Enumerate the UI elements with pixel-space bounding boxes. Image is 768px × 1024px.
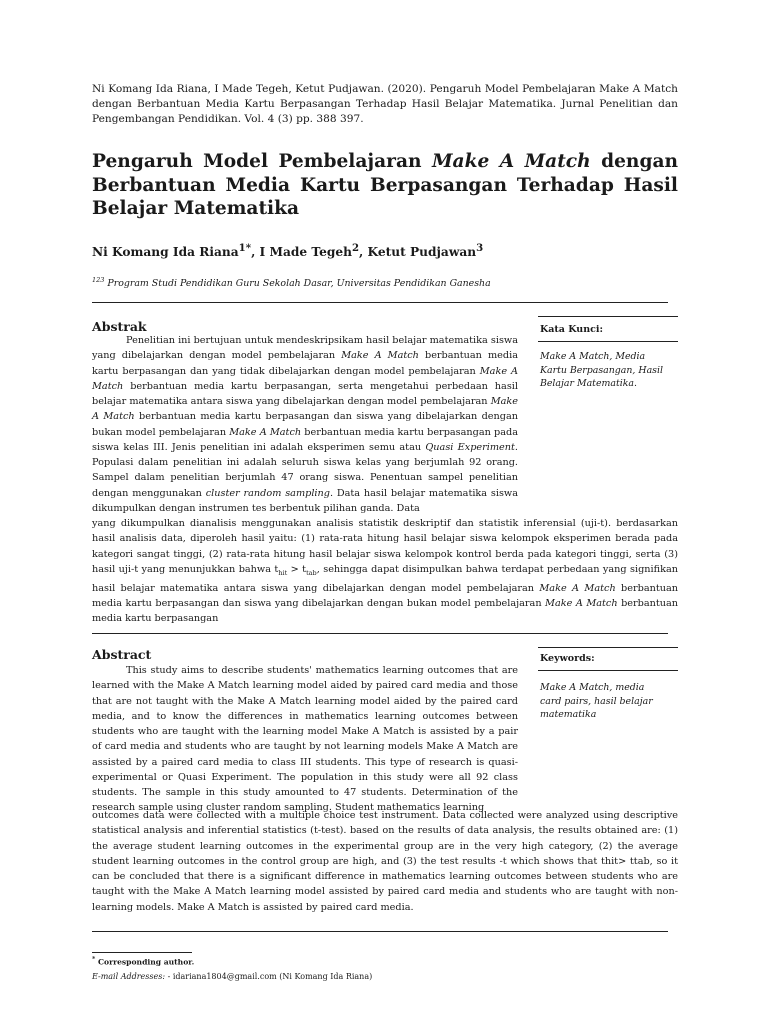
divider-bottom — [92, 931, 668, 932]
abstrak-italic: Make A Match — [229, 426, 302, 438]
author-2: , I Made Tegeh — [251, 245, 352, 260]
email-label: E-mail Addresses: — [92, 972, 166, 981]
author-2-sup: 2 — [351, 242, 360, 254]
abstract-body-narrow — [92, 663, 518, 816]
article-title — [92, 150, 678, 221]
abstrak-body-wide — [92, 516, 678, 627]
email-line — [92, 972, 372, 981]
author-3: , Ketut Pudjawan — [359, 245, 477, 260]
abstract-heading: Abstract — [92, 647, 152, 662]
abstrak-text: berbantuan media kartu berpasangan — [92, 598, 678, 625]
kata-kunci-text: Make A Match, Media Kartu Berpasangan, Hasil Belajar Matematika. — [540, 351, 663, 389]
divider-middle — [92, 633, 668, 634]
kata-kunci-rule-bottom — [538, 341, 678, 342]
abstrak-heading: Abstrak — [92, 319, 147, 334]
title-part-1: Pengaruh Model Pembelajaran — [92, 151, 432, 172]
footnote-mark: * — [92, 956, 96, 963]
divider-top — [92, 302, 668, 303]
footnote-text: Corresponding author. — [95, 957, 195, 967]
keywords-rule-bottom — [538, 670, 678, 671]
abstrak-italic: Make A Match — [545, 598, 618, 610]
affiliation-sup: 123 — [92, 276, 105, 284]
abstrak-body-narrow — [92, 333, 518, 516]
abstrak-text: . Data hasil belajar matematika siswa dikumpulkan dengan instrumen tes berbentuk pilihan ganda. Data — [92, 487, 518, 514]
abstract-text: outcomes data were collected with a multiple choice test instrument. Data collected were analyzed using descriptive statistical analysis and inferential statistics (t-test). based on the results of data analysis, the results obtained are: (1) the average student learning outcomes in the experimental group are in the very high category, (2) the average student learning outcomes in the control group are high, and (3) the test results -t which shows that thit> ttab, so it can be concluded that there is a significant difference in mathematics learning outcomes between students who are taught with the Make A Match learning model assisted by paired card media and students who are taught with non-learning models. Make A Match is assisted by paired card media. — [92, 810, 678, 913]
kata-kunci-rule-top — [538, 316, 678, 317]
title-italic: Make A Match — [431, 151, 591, 172]
affiliation — [92, 276, 678, 289]
abstrak-italic: Make A Match — [92, 365, 519, 392]
author-list — [92, 242, 678, 259]
keywords-heading: Keywords: — [540, 653, 595, 664]
abstrak-text: yang dikumpulkan dianalisis menggunakan analisis statistik deskriptif dan statistik inferensial (uji-t). berdasarkan hasil analisis data, diperoleh hasil yaitu: (1) rata-rata hitung hasil belajar siswa kelompok eksperimen berada pada kategori sangat tinggi, (2) rata-rata hitung hasil belajar siswa kelompok kontrol berda pada kategori tinggi, serta (3) hasil uji-t yang menunjukkan bahwa t — [92, 518, 678, 575]
keywords-text: Make A Match, media card pairs, hasil belajar matematika — [540, 682, 653, 720]
abstrak-text: , sehingga dapat disimpulkan bahwa terdapat perbedaan yang signifikan hasil belajar matematika antara siswa yang dibelajarkan dengan model pembelajaran — [92, 563, 678, 594]
abstrak-text: Penelitian ini bertujuan untuk mendeskripsikam hasil belajar matematika siswa yang dibelajarkan dengan model pembelajaran — [92, 335, 518, 362]
abstrak-text: . Populasi dalam penelitian ini adalah seluruh siswa kelas yang berjumlah 92 orang. Sampel dalam penelitian berjumlah 47 orang siswa. Penentuan sampel penelitian dengan menggunakan — [92, 441, 518, 499]
kata-kunci-heading: Kata Kunci: — [540, 324, 604, 335]
citation: Ni Komang Ida Riana, I Made Tegeh, Ketut Pudjawan. (2020). Pengaruh Model Pembelajaran Make A Match dengan Berbantuan Media Kartu Berpasangan Terhadap Hasil Belajar Matematika. Jurnal Penelitian dan Pengembangan Pendidikan. Vol. 4 (3) pp. 388 397. — [92, 83, 678, 125]
affiliation-text: Program Studi Pendidikan Guru Sekolah Dasar, Universitas Pendidikan Ganesha — [104, 278, 491, 290]
footnote — [92, 956, 194, 967]
author-1-sup: 1* — [238, 242, 252, 254]
t-tab-sub: tab — [306, 568, 317, 577]
abstrak-text: > t — [287, 563, 307, 575]
abstract-text: This study aims to describe students' mathematics learning outcomes that are learned with the Make A Match learning model aided by paired card media and those that are not taught with the Make A Match learning model aided by the paired card media, and to know the differences in mathematics learning outcomes between students who are taught with the learning model Make A Match is assisted by a pair of card media and students who are taught by not learning models Make A Match are assisted by a paired card media to class III students. This type of research is quasi-experimental or Quasi Experiment. The population in this study were all 92 class students. The sample in this study amounted to 47 students. Determination of the research sample using cluster random sampling. Student mathematics learning — [92, 665, 518, 814]
abstract-body-wide — [92, 808, 678, 915]
author-3-sup: 3 — [476, 242, 484, 254]
abstrak-italic: Quasi Experiment — [425, 441, 515, 453]
t-hit-sub: hit — [278, 568, 288, 577]
abstrak-italic: cluster random sampling — [205, 487, 330, 499]
abstrak-italic: Make A Match — [92, 396, 518, 423]
footnote-rule — [92, 952, 192, 953]
abstrak-text: berbantuan media kartu berpasangan dan yang tidak dibelajarkan dengan model pembelajaran — [92, 350, 518, 377]
abstrak-italic: Make A Match — [539, 582, 616, 594]
keywords-rule-top — [538, 647, 678, 648]
email-address: - idariana1804@gmail.com (Ni Komang Ida Riana) — [165, 972, 373, 981]
abstrak-text: berbantuan media kartu berpasangan dan siswa yang dibelajarkan dengan bukan model pembelajaran — [92, 582, 678, 610]
abstrak-text: berbantuan media kartu berpasangan, serta mengetahui perbedaan hasil belajar matematika antara siswa yang dibelajarkan dengan model pembelajaran — [92, 380, 518, 407]
abstrak-text: berbantuan media kartu berpasangan pada siswa kelas III. Jenis penelitian ini adalah eksperimen semu atau — [92, 426, 518, 453]
abstrak-italic: Make A Match — [341, 350, 419, 362]
abstrak-text: berbantuan media kartu berpasangan dan siswa yang dibelajarkan dengan bukan model pembelajaran — [92, 411, 518, 438]
title-part-2: dengan Berbantuan Media Kartu Berpasangan Terhadap Hasil Belajar Matematika — [92, 151, 679, 219]
author-1: Ni Komang Ida Riana — [92, 245, 239, 260]
